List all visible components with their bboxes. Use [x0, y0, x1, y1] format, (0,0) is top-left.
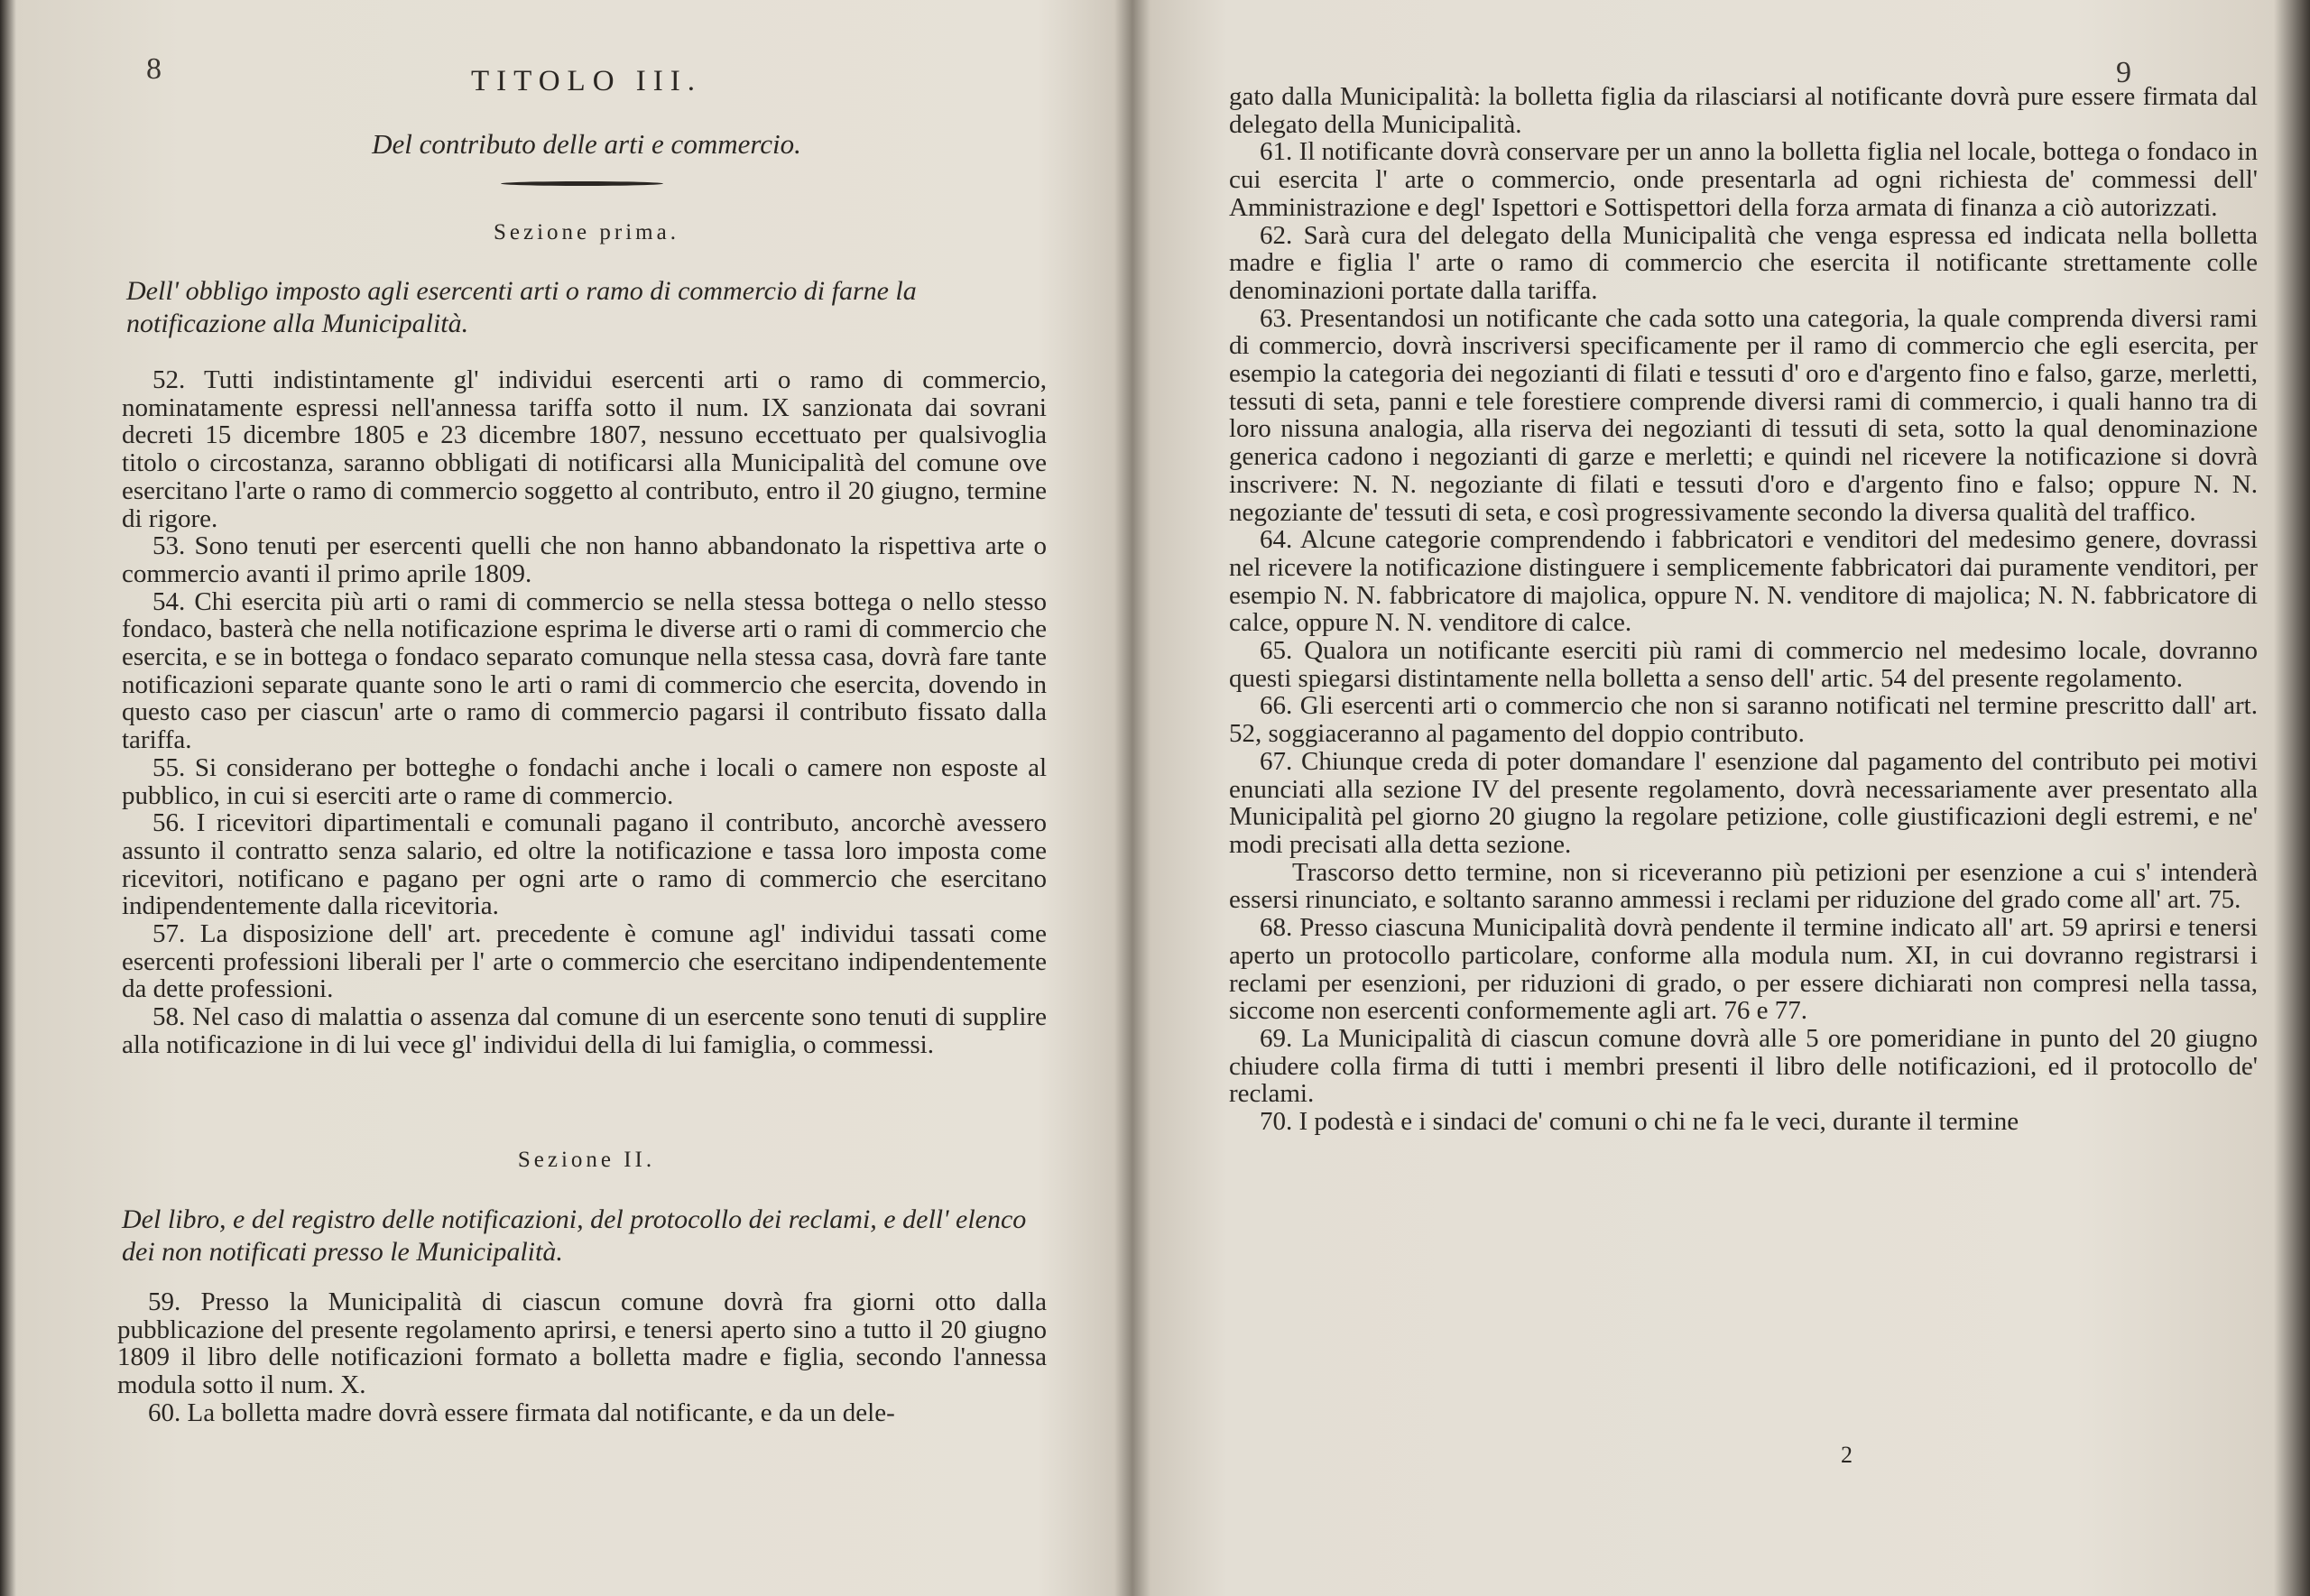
- paragraph: gato dalla Municipalità: la bolletta figlia da rilasciarsi al notificante dovrà pure essere firmata dal delegato della Municipalità.: [1229, 82, 2258, 139]
- paragraph: 70. I podestà e i sindaci de' comuni o chi ne fa le veci, durante il termine: [1260, 1107, 2019, 1137]
- right-page-text: [1229, 83, 2258, 1136]
- signature-mark: 2: [1841, 1442, 1853, 1468]
- paragraph: 57. La disposizione dell' art. precedente è comune agl' individui tassati come esercenti professioni liberali per l' arte o commercio che esercitano indipendentemente da dette professioni.: [122, 919, 1047, 1004]
- section-heading: Sezione II.: [517, 1148, 656, 1172]
- left-page: [0, 0, 1128, 1596]
- section-two-text: [117, 1288, 1047, 1427]
- paragraph: 58. Nel caso di malattia o assenza dal comune di un esercente sono tenuti di supplire alla notificazione in di lui vece gl' individui della di lui famiglia, o commessi.: [122, 1002, 1047, 1059]
- paragraph: 62. Sarà cura del delegato della Municipalità che venga espressa ed indicata nella bolletta madre e figlia l' arte o ramo di commercio che esercita il notificante strettamente colle denominazioni portate dalla tariffa.: [1229, 220, 2258, 305]
- paragraph: 61. Il notificante dovrà conservare per un anno la bolletta figlia nel locale, bottega o fondaco in cui esercita l' arte o commercio, onde presentarla ad ogni richiesta de' commessi dell' Amministrazione e degl' Ispettori e Sottispettori della forza armata di finanza a ciò autorizzati.: [1229, 137, 2258, 222]
- page-number: 8: [146, 52, 162, 86]
- chapter-subtitle: Del contributo delle arti e commercio.: [372, 128, 801, 160]
- section-one-text: [122, 366, 1047, 1059]
- paragraph: 65. Qualora un notificante eserciti più rami di commercio nel medesimo locale, dovranno questi spiegarsi distintamente nella bolletta a senso dell' artic. 54 del presente regolamento.: [1229, 636, 2258, 693]
- section-subheading: Del libro, e del registro delle notificazioni, del protocollo dei reclami, e dell' elenco dei non notificati presso le Municipalità.: [122, 1204, 1027, 1267]
- paragraph: 52. Tutti indistintamente gl' individui esercenti arti o ramo di commercio, nominatamente espressi nell'annessa tariffa sotto il num. IX sanzionata dai sovrani decreti 15 dicembre 1805 e 23 dicembre 1807, nessuno eccettuato per qualsivoglia titolo o circostanza, saranno obbligati di notificarsi alla Municipalità del comune ove esercitano l'arte o ramo di commercio soggetto al contributo, entro il 20 giugno, termine di rigore.: [122, 365, 1047, 533]
- paragraph: 60. La bolletta madre dovrà essere firmata dal notificante, e da un dele-: [148, 1398, 895, 1427]
- paragraph: 53. Sono tenuti per esercenti quelli che non hanno abbandonato la rispettiva arte o commercio avanti il primo aprile 1809.: [122, 531, 1047, 588]
- section-subheading: Dell' obbligo imposto agli esercenti arti o ramo di commercio di farne la notificazione alla Municipalità.: [126, 276, 917, 338]
- right-page: [1139, 0, 2310, 1596]
- paragraph: 68. Presso ciascuna Municipalità dovrà pendente il termine indicato all' art. 59 aprirsi e tenersi aperto un protocollo particolare, conforme alla modula num. XI, in cui dovranno registrarsi i reclami per esenzioni, per riduzioni di grado, o per essere dichiarati non compresi nella tassa, siccome non esercenti conformemente agli art. 76 e 77.: [1229, 913, 2258, 1026]
- paragraph: 56. I ricevitori dipartimentali e comunali pagano il contributo, ancorchè avessero assunto il contratto senza salario, ed oltre la notificazione e tassa loro imposta come ricevitori, notificano e pagano per ogni arte o ramo di commercio che esercitano indipendentemente dalla ricevitoria.: [122, 808, 1047, 921]
- paragraph: 69. La Municipalità di ciascun comune dovrà alle 5 ore pomeridiane in punto del 20 giugno chiudere colla firma di tutti i membri presenti il libro delle notificazioni, ed il protocollo de' reclami.: [1229, 1023, 2258, 1109]
- paragraph: 64. Alcune categorie comprendendo i fabbricatori e venditori del medesimo genere, dovrassi nel ricevere la notificazione distinguere i semplicemente fabbricatori dai puramente venditori, per esempio N. N. fabbricatore di majolica, oppure N. N. venditore di majolica; N. N. fabbricatore di calce, oppure N. N. venditore di calce.: [1229, 525, 2258, 638]
- paragraph: 54. Chi esercita più arti o rami di commercio se nella stessa bottega o nello stesso fondaco, basterà che nella notificazione esprima le diverse arti o rami di commercio che esercita, e se in bottega o fondaco separato comunque nella stessa casa, dovrà fare tante notificazioni separate quante sono le arti o rami di commercio che esercita, dovendo in questo caso per ciascun' arte o ramo di commercio pagarsi il contributo fissato dalla tariffa.: [122, 586, 1047, 755]
- section-heading: Sezione prima.: [494, 220, 679, 244]
- chapter-title: TITOLO III.: [471, 65, 702, 97]
- page-number: 9: [2116, 56, 2131, 89]
- paragraph: 66. Gli esercenti arti o commercio che non si saranno notificati nel termine prescritto dall' art. 52, soggiaceranno al pagamento del doppio contributo.: [1229, 691, 2258, 749]
- paragraph: 63. Presentandosi un notificante che cada sotto una categoria, la quale comprenda diversi rami di commercio, dovrà inscriversi specificamente per il ramo di commercio che egli esercita, per esempio la categoria dei negozianti di filati e tessuti d' oro e d'argento fino e falso, garze, merletti, tessuti di seta, panni e tele forestiere comprende diversi rami di commercio, i quali hanno tra di loro nissuna analogia, alla riserva dei negozianti di tessuti di seta, sotto la qual denominazione generica cadono i negozianti di garze e merletti; e quindi nel ricevere la notificazione si dovrà inscrivere: N. N. negoziante di filati e tessuti d'oro e d'argento fino e falso; oppure N. N. negoziante de' tessuti di seta, e così progressivamente secondo la diversa qualità del traffico.: [1229, 303, 2258, 527]
- paragraph: 55. Si considerano per botteghe o fondachi anche i locali o camere non esposte al pubblico, in cui si eserciti arte o rame di commercio.: [122, 752, 1047, 810]
- ornamental-rule: [501, 181, 663, 186]
- paragraph: Trascorso detto termine, non si riceveranno più petizioni per esenzione a cui s' intenderà essersi rinunciato, e soltanto saranno ammessi i reclami per riduzione del grado come all' art. 75.: [1229, 857, 2258, 915]
- paragraph: 67. Chiunque creda di poter domandare l' esenzione dal pagamento del contributo pei motivi enunciati alla sezione IV del presente regolamento, dovrà necessariamente aver presentato alla Municipalità pel giorno 20 giugno la regolare petizione, colle giustificazioni degli estremi, e ne' modi precisati alla detta sezione.: [1229, 746, 2258, 859]
- paragraph: 59. Presso la Municipalità di ciascun comune dovrà fra giorni otto dalla pubblicazione del presente regolamento aprirsi, e tenersi aperto sino a tutto il 20 giugno 1809 il libro delle notificazioni formato a bolletta madre e figlia, secondo l'annessa modula sotto il num. X.: [117, 1287, 1047, 1400]
